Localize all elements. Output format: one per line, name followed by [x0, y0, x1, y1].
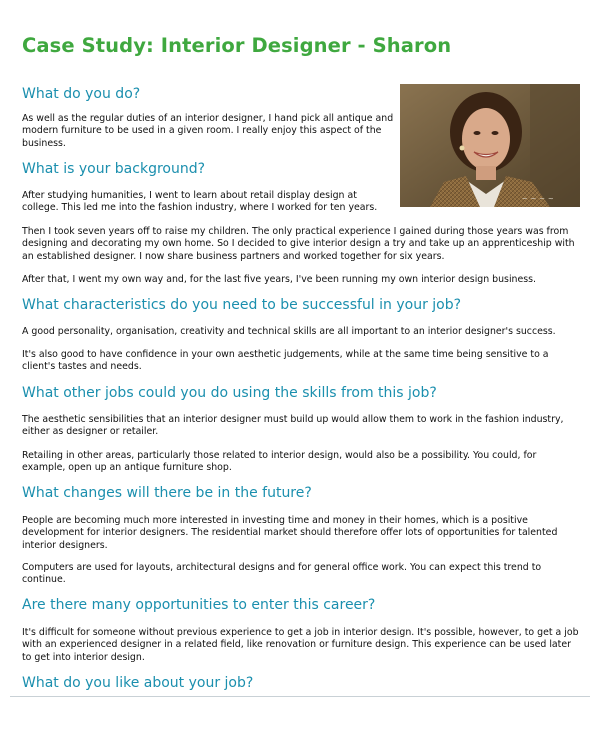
photo-watermark: ~ ~ ~ ~ — [521, 195, 554, 203]
section-heading: What characteristics do you need to be successful in your job? — [22, 297, 462, 313]
section-heading: What is your background? — [22, 161, 206, 177]
section-heading: What changes will there be in the future? — [22, 485, 312, 501]
paragraph: Retailing in other areas, particularly those related to interior design, would also be a possibility. You could, for example, open up an antique furniture shop. — [22, 450, 537, 474]
paragraph: The aesthetic sensibilities that an interior designer must build up would allow them to work in the fashion industry, either as designer or retailer. — [22, 414, 564, 438]
paragraph: As well as the regular duties of an interior designer, I hand pick all antique and modern furniture to be used in a given room. I really enjoy this aspect of the business. — [22, 113, 394, 149]
portrait-image — [400, 84, 580, 207]
profile-photo — [400, 84, 580, 207]
paragraph: Computers are used for layouts, architectural designs and for general office work. You can expect this trend to continue. — [22, 562, 542, 586]
paragraph: After that, I went my own way and, for the last five years, I've been running my own interior design business. — [22, 274, 537, 285]
section-heading: Are there many opportunities to enter this career? — [22, 597, 376, 613]
paragraph: A good personality, organisation, creativity and technical skills are all important to an interior designer's success. — [22, 326, 556, 337]
paragraph: After studying humanities, I went to learn about retail display design at college. This led me into the fashion industry, where I worked for ten years. — [22, 190, 378, 214]
divider — [10, 696, 590, 697]
paragraph: People are becoming much more interested in investing time and money in their homes, which is a positive development for interior designers. The residential market should therefore offer lots of opportunities for talented interior designers. — [22, 515, 558, 551]
section-heading: What other jobs could you do using the skills from this job? — [22, 385, 437, 401]
paragraph: It's difficult for someone without previous experience to get a job in interior design. It's possible, however, to get a job with an experienced designer in a related field, like renovation or furniture design. This experience can be used later to get into interior design. — [22, 627, 579, 663]
section-heading: What do you do? — [22, 86, 141, 102]
paragraph: It's also good to have confidence in your own aesthetic judgements, while at the same time being sensitive to a client's tastes and needs. — [22, 349, 549, 373]
page-title: Case Study: Interior Designer - Sharon — [22, 34, 452, 57]
section-heading: What do you like about your job? — [22, 675, 254, 691]
paragraph: Then I took seven years off to raise my children. The only practical experience I gained during those years was from designing and decorating my own home. So I decided to give interior design a try and take up an apprenticeship with an established designer. I now share business partners and worked together for six years. — [22, 226, 575, 262]
